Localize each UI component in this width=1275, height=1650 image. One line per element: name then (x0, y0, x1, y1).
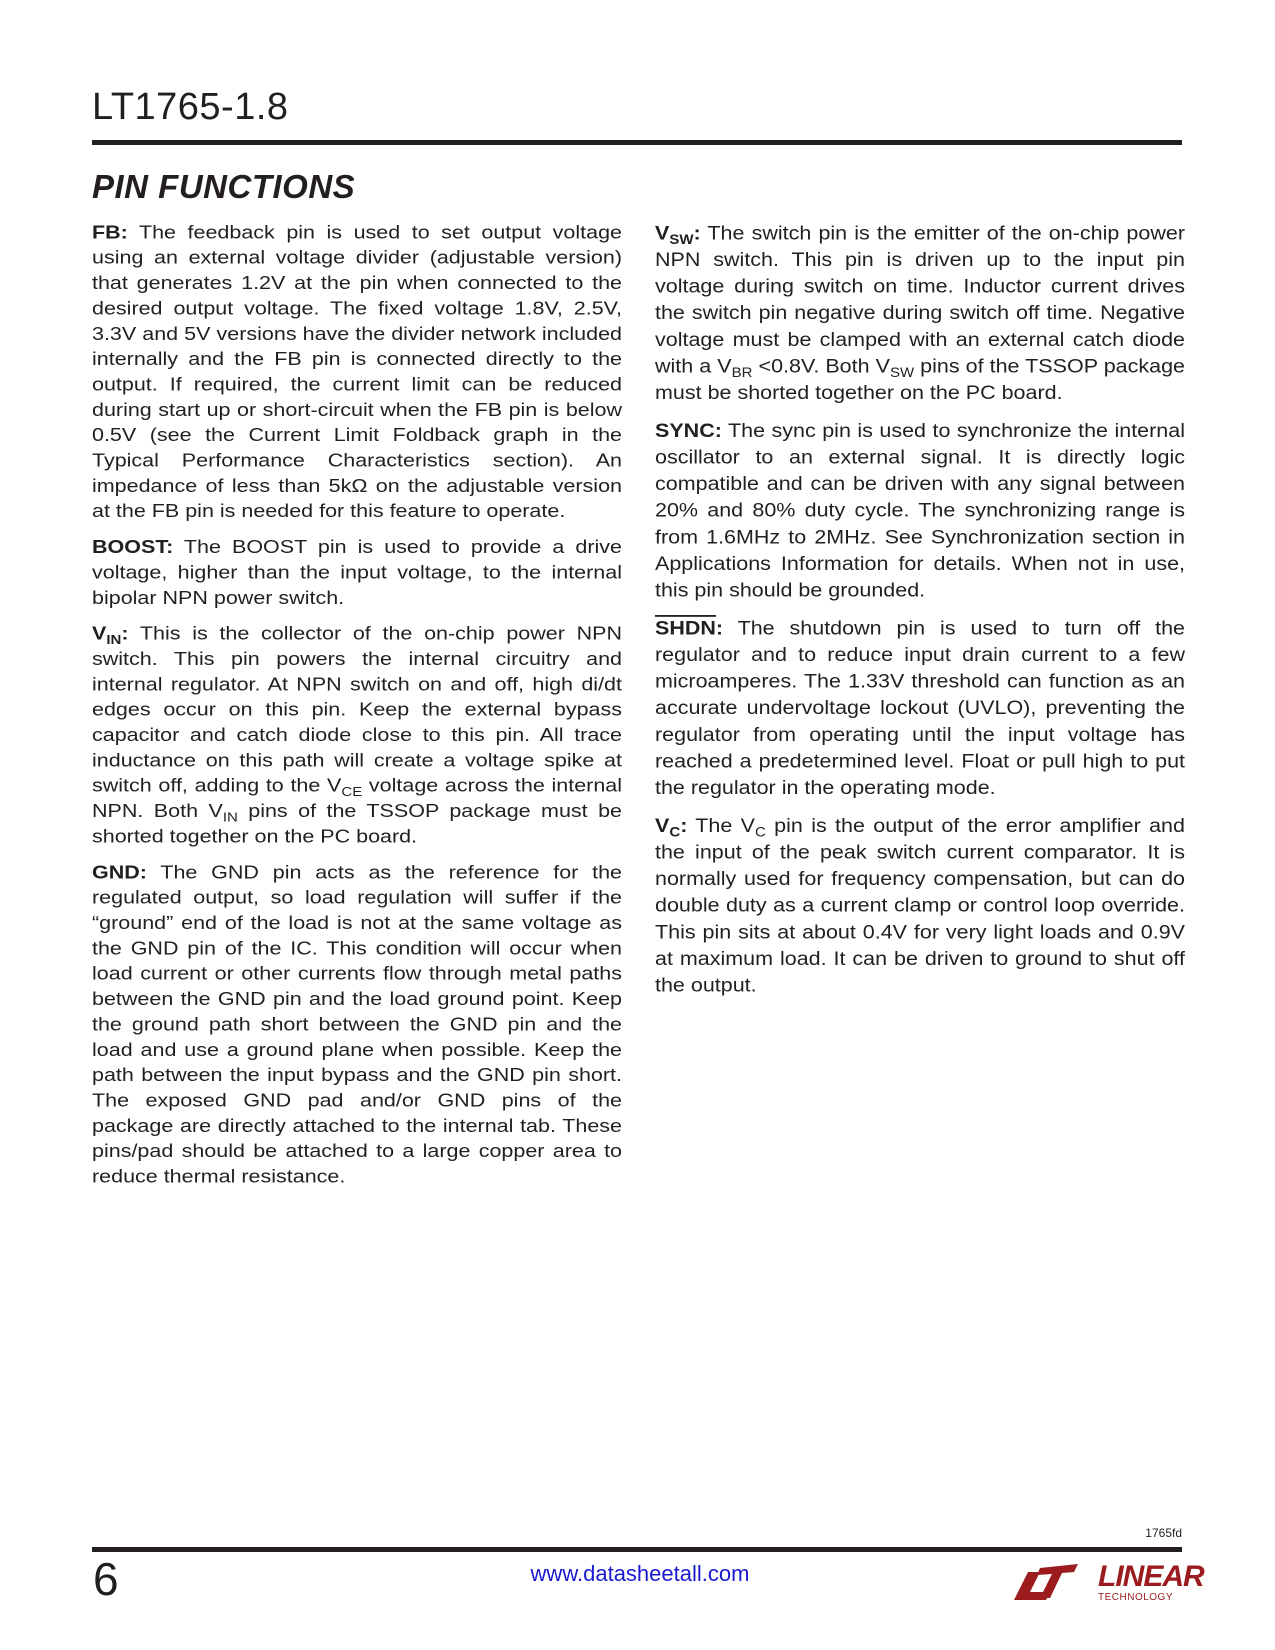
pin-sync-paragraph (655, 418, 1185, 604)
pin-vc-text-1: The V (695, 814, 756, 837)
pin-vin-name-colon: : (121, 623, 129, 644)
pin-vsw-sub-1: BR (731, 365, 753, 381)
linear-technology-logo (1010, 1560, 1204, 1606)
pin-boost-text: The BOOST pin is used to provide a drive voltage, higher than the input voltage, to the internal bipolar NPN power switch. (92, 536, 622, 609)
pin-vin-name (92, 623, 129, 648)
pin-vsw-name-main: V (655, 221, 670, 244)
pin-gnd-text: The GND pin acts as the reference for the regulated output, so load regulation will suffer if the “ground” end of the load is not at the same voltage as the GND pin of the IC. This condition will occur when load current or other currents flow through metal paths between the GND pin and the load ground point. Keep the ground path short between the GND pin and the load and use a ground plane when possible. Keep the path between the input bypass and the GND pin short. The exposed GND pad and/or GND pins of the package are directly attached to the internal tab. These pins/pad should be attached to a large copper area to reduce thermal resistance. (92, 861, 622, 1187)
pin-vin-text-1: This is the collector of the on-chip power NPN switch. This pin powers the internal circuitry and internal regulator. At NPN switch on and off, high di/dt edges occur on this pin. Keep the external bypass capacitor and catch diode close to this pin. All trace inductance on this path will create a voltage spike at switch off, adding to the V (92, 623, 622, 797)
pin-vc-name-main: V (655, 814, 670, 837)
pin-vsw-name-sub: SW (669, 231, 694, 248)
pin-vin-sub-2: IN (222, 810, 238, 825)
part-number: LT1765-1.8 (92, 86, 289, 128)
pin-vsw-name-colon: : (693, 221, 701, 244)
left-column (92, 220, 622, 1200)
page-number: 6 (93, 1553, 119, 1605)
pin-shdn-text: The shutdown pin is used to turn off the regulator and to reduce input drain current to a few microamperes. The 1.33V threshold can function as an accurate undervoltage lockout (UVLO), preventing the regulator from operating until the input voltage has reached a predetermined level. Float or pull high to put the regulator in the operating mode. (655, 616, 1185, 799)
pin-vin-sub-1: CE (341, 784, 363, 800)
pin-shdn-name-colon: : (715, 616, 724, 639)
pin-fb-name: FB: (92, 221, 128, 243)
pin-fb-text: The feedback pin is used to set output voltage using an external voltage divider (adjustable version) that generates 1.2V at the pin when connected to the desired output voltage. The fixed voltage 1.8V, 2.5V, 3.3V and 5V versions have the divider network included internally and the FB pin is connected directly to the output. If required, the current limit can be reduced during start up or short-circuit when the FB pin is below 0.5V (see the Current Limit Foldback graph in the Typical Performance Characteristics section). An impedance of less than 5kΩ on the adjustable version at the FB pin is needed for this feature to operate. (92, 221, 622, 522)
section-title: PIN FUNCTIONS (92, 168, 356, 205)
pin-vc-sub-1: C (755, 824, 766, 841)
pin-vin-paragraph (92, 621, 622, 849)
pin-vin-text-3: pins of the TSSOP package must be shorted together on the PC board. (92, 800, 622, 847)
pin-vsw-paragraph (655, 220, 1185, 406)
pin-vsw-text-3: pins of the TSSOP package must be shorted together on the PC board. (655, 355, 1185, 404)
pin-vc-name (655, 814, 688, 841)
logo-word: LINEAR (1098, 1560, 1204, 1593)
pin-vin-name-sub: IN (106, 632, 122, 648)
pin-sync-name: SYNC: (655, 419, 722, 442)
pin-vin-text-2: voltage across the internal NPN. Both V (92, 775, 623, 822)
lt-logo-icon (1010, 1562, 1080, 1602)
header-rule (92, 140, 1182, 145)
pin-gnd-paragraph (92, 860, 622, 1190)
doc-code: 1765fd (1145, 1526, 1182, 1540)
website-link[interactable]: www.datasheetall.com (530, 1561, 750, 1586)
pin-gnd-name: GND: (92, 861, 147, 883)
pin-vsw-text-1: The switch pin is the emitter of the on-chip power NPN switch. This pin is driven up to the input pin voltage during switch on time. Inductor current drives the switch pin negative during switch off time. Negative voltage must be clamped with an external catch diode with a V (655, 221, 1185, 378)
pin-vc-text-2: pin is the output of the error amplifier and the input of the peak switch current comparator. It is normally used for frequency compensation, but can do double duty as a current clamp or control loop override. This pin sits at about 0.4V for very light loads and 0.9V at maximum load. It can be driven to ground to shut off the output. (655, 814, 1185, 997)
pin-vsw-name (655, 221, 701, 248)
pin-shdn-paragraph (655, 615, 1185, 801)
right-column (655, 220, 1185, 1010)
footer-rule (92, 1547, 1182, 1552)
pin-boost-paragraph (92, 535, 622, 611)
pin-fb-paragraph (92, 220, 622, 524)
pin-vsw-sub-2: SW (889, 365, 915, 381)
pin-vsw-text-2: <0.8V. Both V (752, 355, 890, 378)
pin-sync-text: The sync pin is used to synchronize the internal oscillator to an external signal. It is directly logic compatible and can be driven with any signal between 20% and 80% duty cycle. The synchronizing range is from 1.6MHz to 2MHz. See Synchronization section in Applications Information for details. When not in use, this pin should be grounded. (655, 419, 1185, 602)
pin-shdn-name-main: SHDN (655, 616, 716, 639)
pin-vc-name-colon: : (680, 814, 688, 837)
logo-sub: TECHNOLOGY (1098, 1592, 1174, 1603)
pin-vc-name-sub: C (669, 824, 681, 841)
pin-boost-name: BOOST: (92, 536, 174, 558)
pin-shdn-name (655, 617, 723, 639)
pin-vin-name-main: V (92, 623, 107, 644)
pin-vc-paragraph (655, 813, 1185, 999)
